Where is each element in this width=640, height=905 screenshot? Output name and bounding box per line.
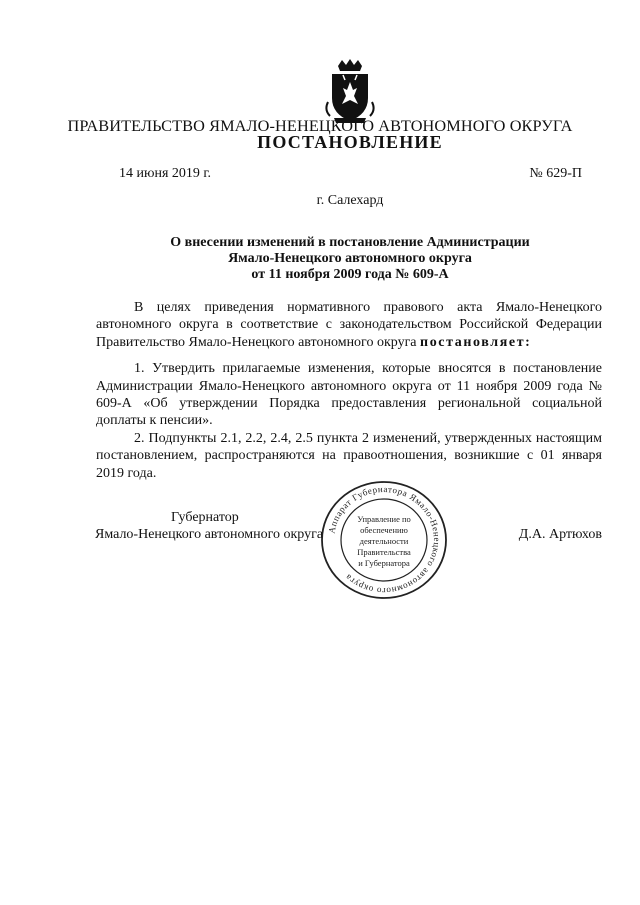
signatory-title-line2: Ямало-Ненецкого автономного округа [95,527,324,542]
signatory-title-line1: Губернатор [171,510,239,525]
document-number: № 629-П [529,166,582,181]
signatory-name: Д.А. Артюхов [518,527,602,542]
resolves-word: постановляет: [420,334,532,350]
seal-center-line: и Губернатора [358,558,410,568]
seal-center-line: Правительства [357,547,411,557]
seal-ring-text: Аппарат Губернатора Ямало-Ненецкого автономного округа [326,483,443,597]
preamble-text: В целях приведения нормативного правового акта Ямало-Ненецкого автономного округа в соответствие с законодательством Российской Федерации Правительство Ямало-Ненецкого автономного округа [96,300,602,350]
coat-of-arms-icon [324,58,376,124]
title-line: от 11 ноября 2009 года № 609-А [251,267,449,282]
preamble-paragraph [96,299,602,351]
official-seal [318,480,450,600]
document-type: ПОСТАНОВЛЕНИЕ [257,132,443,152]
government-name: ПРАВИТЕЛЬСТВО ЯМАЛО-НЕНЕЦКОГО АВТОНОМНОГО ОКРУГА [67,116,573,135]
seal-center-line: Управление по [357,514,411,524]
document-city: г. Салехард [316,193,384,208]
document-body [96,299,602,482]
title-line: Ямало-Ненецкого автономного округа [228,251,472,266]
title-line: О внесении изменений в постановление Администрации [170,235,530,250]
seal-center-line: деятельности [359,536,409,546]
seal-center-line: обеспечению [360,525,408,535]
document-date: 14 июня 2019 г. [119,166,212,181]
document-title [0,235,640,283]
item-2-paragraph: 2. Подпункты 2.1, 2.2, 2.4, 2.5 пункта 2 изменений, утвержденных настоящим постановлением, распространяются на правоотношения, возникшие с 01 января 2019 года. [96,430,602,481]
item-1-paragraph: 1. Утвердить прилагаемые изменения, которые вносятся в постановление Администрации Ямало-Ненецкого автономного округа от 11 ноября 2009 года № 609-А «Об утверждении Порядка предоставления региональной социальной доплаты к пенсии». [96,361,602,429]
